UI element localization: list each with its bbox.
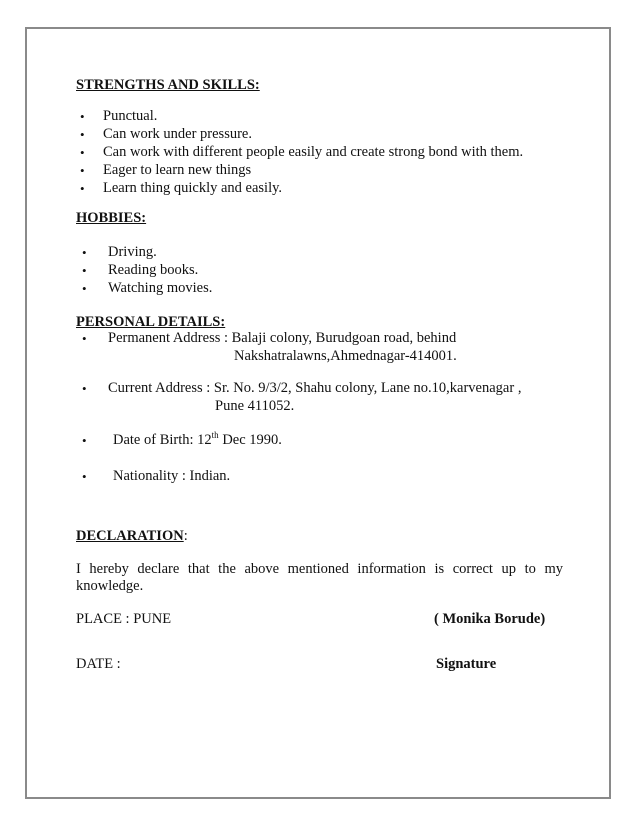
strength-item: Punctual. — [103, 108, 158, 124]
bullet-icon: • — [80, 109, 85, 124]
strength-item: Learn thing quickly and easily. — [103, 180, 283, 196]
applicant-name: ( Monika Borude) — [434, 611, 546, 627]
hobby-item: Reading books. — [108, 262, 199, 278]
strengths-heading: STRENGTHS AND SKILLS: — [76, 77, 260, 93]
bullet-icon: • — [82, 433, 87, 448]
strength-item: Eager to learn new things — [103, 162, 252, 178]
bullet-icon: • — [80, 181, 85, 196]
bullet-icon: • — [80, 163, 85, 178]
declaration-heading: DECLARATION — [76, 528, 184, 544]
current-address-line2: Pune 411052. — [215, 398, 295, 414]
bullet-icon: • — [80, 127, 85, 142]
bullet-icon: • — [82, 245, 87, 260]
hobbies-heading: HOBBIES: — [76, 210, 147, 226]
bullet-icon: • — [80, 145, 85, 160]
dob-superscript: th — [211, 430, 219, 441]
date-of-birth — [113, 432, 282, 449]
hobby-item: Watching movies. — [108, 280, 213, 296]
declaration-colon: : — [183, 528, 188, 544]
strength-item: Can work with different people easily and create strong bond with them. — [103, 144, 524, 160]
strength-item: Can work under pressure. — [103, 126, 252, 142]
dob-text: Date of Birth: 12 — [113, 432, 212, 448]
hobby-item: Driving. — [108, 244, 157, 260]
declaration-text: I hereby declare that the above mentioned information is correct up to my knowledge. — [76, 561, 563, 594]
signature-label: Signature — [436, 656, 497, 672]
dob-month-year: Dec 1990. — [218, 432, 282, 448]
declaration-heading-wrap — [76, 528, 188, 545]
permanent-address: Permanent Address : Balaji colony, Burudgoan road, behind — [108, 330, 457, 346]
personal-heading: PERSONAL DETAILS: — [76, 314, 226, 330]
nationality: Nationality : Indian. — [113, 468, 231, 484]
current-address: Current Address : Sr. No. 9/3/2, Shahu colony, Lane no.10,karvenagar , — [108, 380, 522, 396]
bullet-icon: • — [82, 469, 87, 484]
place-line: PLACE : PUNE — [76, 611, 172, 627]
bullet-icon: • — [82, 381, 87, 396]
bullet-icon: • — [82, 331, 87, 346]
bullet-icon: • — [82, 281, 87, 296]
date-line: DATE : — [76, 656, 121, 672]
bullet-icon: • — [82, 263, 87, 278]
permanent-address-line2: Nakshatralawns,Ahmednagar-414001. — [234, 348, 457, 364]
